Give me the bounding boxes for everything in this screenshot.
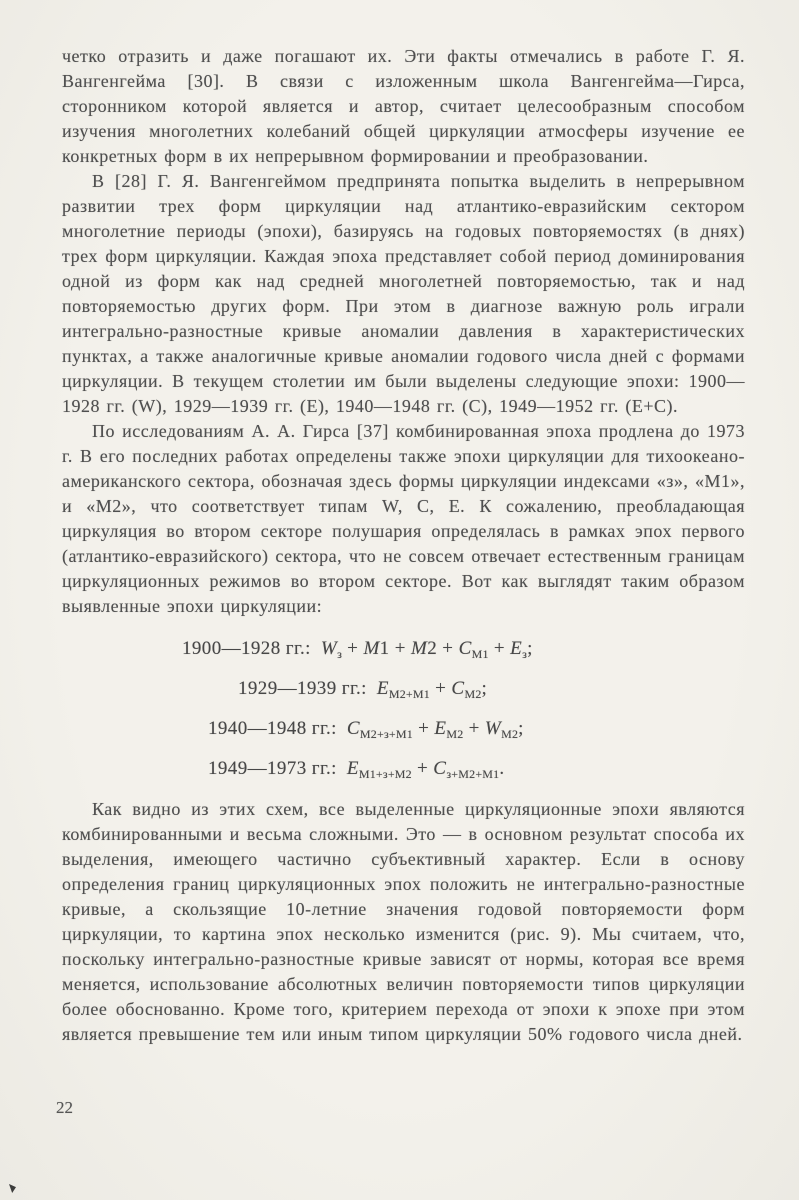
formula-expression: $E_{М2+М1} + C_{М2}$; <box>376 678 488 701</box>
formula-label: 1949—1973 гг.: <box>208 758 337 779</box>
paragraph-continuation: четко отразить и даже погашают их. Эти факты отмечались в работе Г. Я. Вангенгейма [30]. В связи с изложенным школа Вангенгейма—Гирса, сторонником которой является и автор, считает целесообразным способом изучения многолетних колебаний общей циркуляции атмосферы изучение ее конкретных форм в их непрерывном формировании и преобразовании. <box>62 46 745 166</box>
formula-line-1949-1973 <box>208 757 745 781</box>
formula-label: 1929—1939 гг.: <box>238 678 367 699</box>
formula-expression: $C_{М2+з+М1} + E_{М2} + W_{М2}$; <box>346 718 524 741</box>
formula-label: 1940—1948 гг.: <box>208 718 337 739</box>
page-number: 22 <box>56 1098 73 1117</box>
paragraph-conclusion: Как видно из этих схем, все выделенные циркуляционные эпохи являются комбинированными и весьма сложными. Это — в основном результат способа их выделения, имеющего частично субъективный характер. Если в основу определения границ циркуляционных эпох положить не интегрально-разностные кривые, а скользящие 10-летние значения годовой повторяемости форм циркуляции, то картина эпох несколько изменится (рис. 9). Мы считаем, что, поскольку интегрально-разностные кривые зависят от нормы, которая все время меняется, использование абсолютных величин повторяемости типов циркуляции более обоснованно. Кроме того, критерием перехода от эпохи к эпохе при этом является превышение тем или иным типом циркуляции 50% годового числа дней. <box>62 799 745 1044</box>
paragraph-girs-research: По исследованиям А. А. Гирса [37] комбинированная эпоха продлена до 1973 г. В его последних работах определены также эпохи циркуляции для тихоокеано-американского сектора, обозначая здесь формы циркуляции индексами «з», «М1», и «М2», что соответствует типам W, C, E. К сожалению, преобладающая циркуляция во втором секторе полушария определялась в рамках эпох первого (атлантико-евразийского) сектора, что не совсем отвечает естественным границам циркуляционных режимов во втором секторе. Вот как выглядят таким образом выявленные эпохи циркуляции: <box>62 421 745 616</box>
formula-block <box>62 637 745 781</box>
paragraph-epochs: В [28] Г. Я. Вангенгеймом предпринята попытка выделить в непрерывном развитии трех форм циркуляции над атлантико-евразийским сектором многолетние периоды (эпохи), базируясь на годовых повторяемостях (в днях) трех форм циркуляции. Каждая эпоха представляет собой период доминирования одной из форм как над средней многолетней повторяемостью, так и над повторяемостью других форм. При этом в диагнозе важную роль играли интегрально-разностные кривые аномалии давления в характеристических пунктах, а также аналогичные кривые аномалии годового числа дней с формами циркуляции. В текущем столетии им были выделены следующие эпохи: 1900—1928 гг. (W), 1929—1939 гг. (E), 1940—1948 гг. (C), 1949—1952 гг. (E+C). <box>62 171 745 416</box>
formula-expression: $W_з + M1 + M2 + C_{М1} + E_з$; <box>320 638 533 661</box>
formula-line-1900-1928 <box>182 637 745 661</box>
formula-line-1929-1939 <box>238 677 745 701</box>
formula-label: 1900—1928 гг.: <box>182 638 311 659</box>
formula-line-1940-1948 <box>208 717 745 741</box>
formula-expression: $E_{М1+з+М2} + C_{з+М2+М1}$. <box>346 758 505 781</box>
print-artifact-mark <box>9 1184 16 1193</box>
